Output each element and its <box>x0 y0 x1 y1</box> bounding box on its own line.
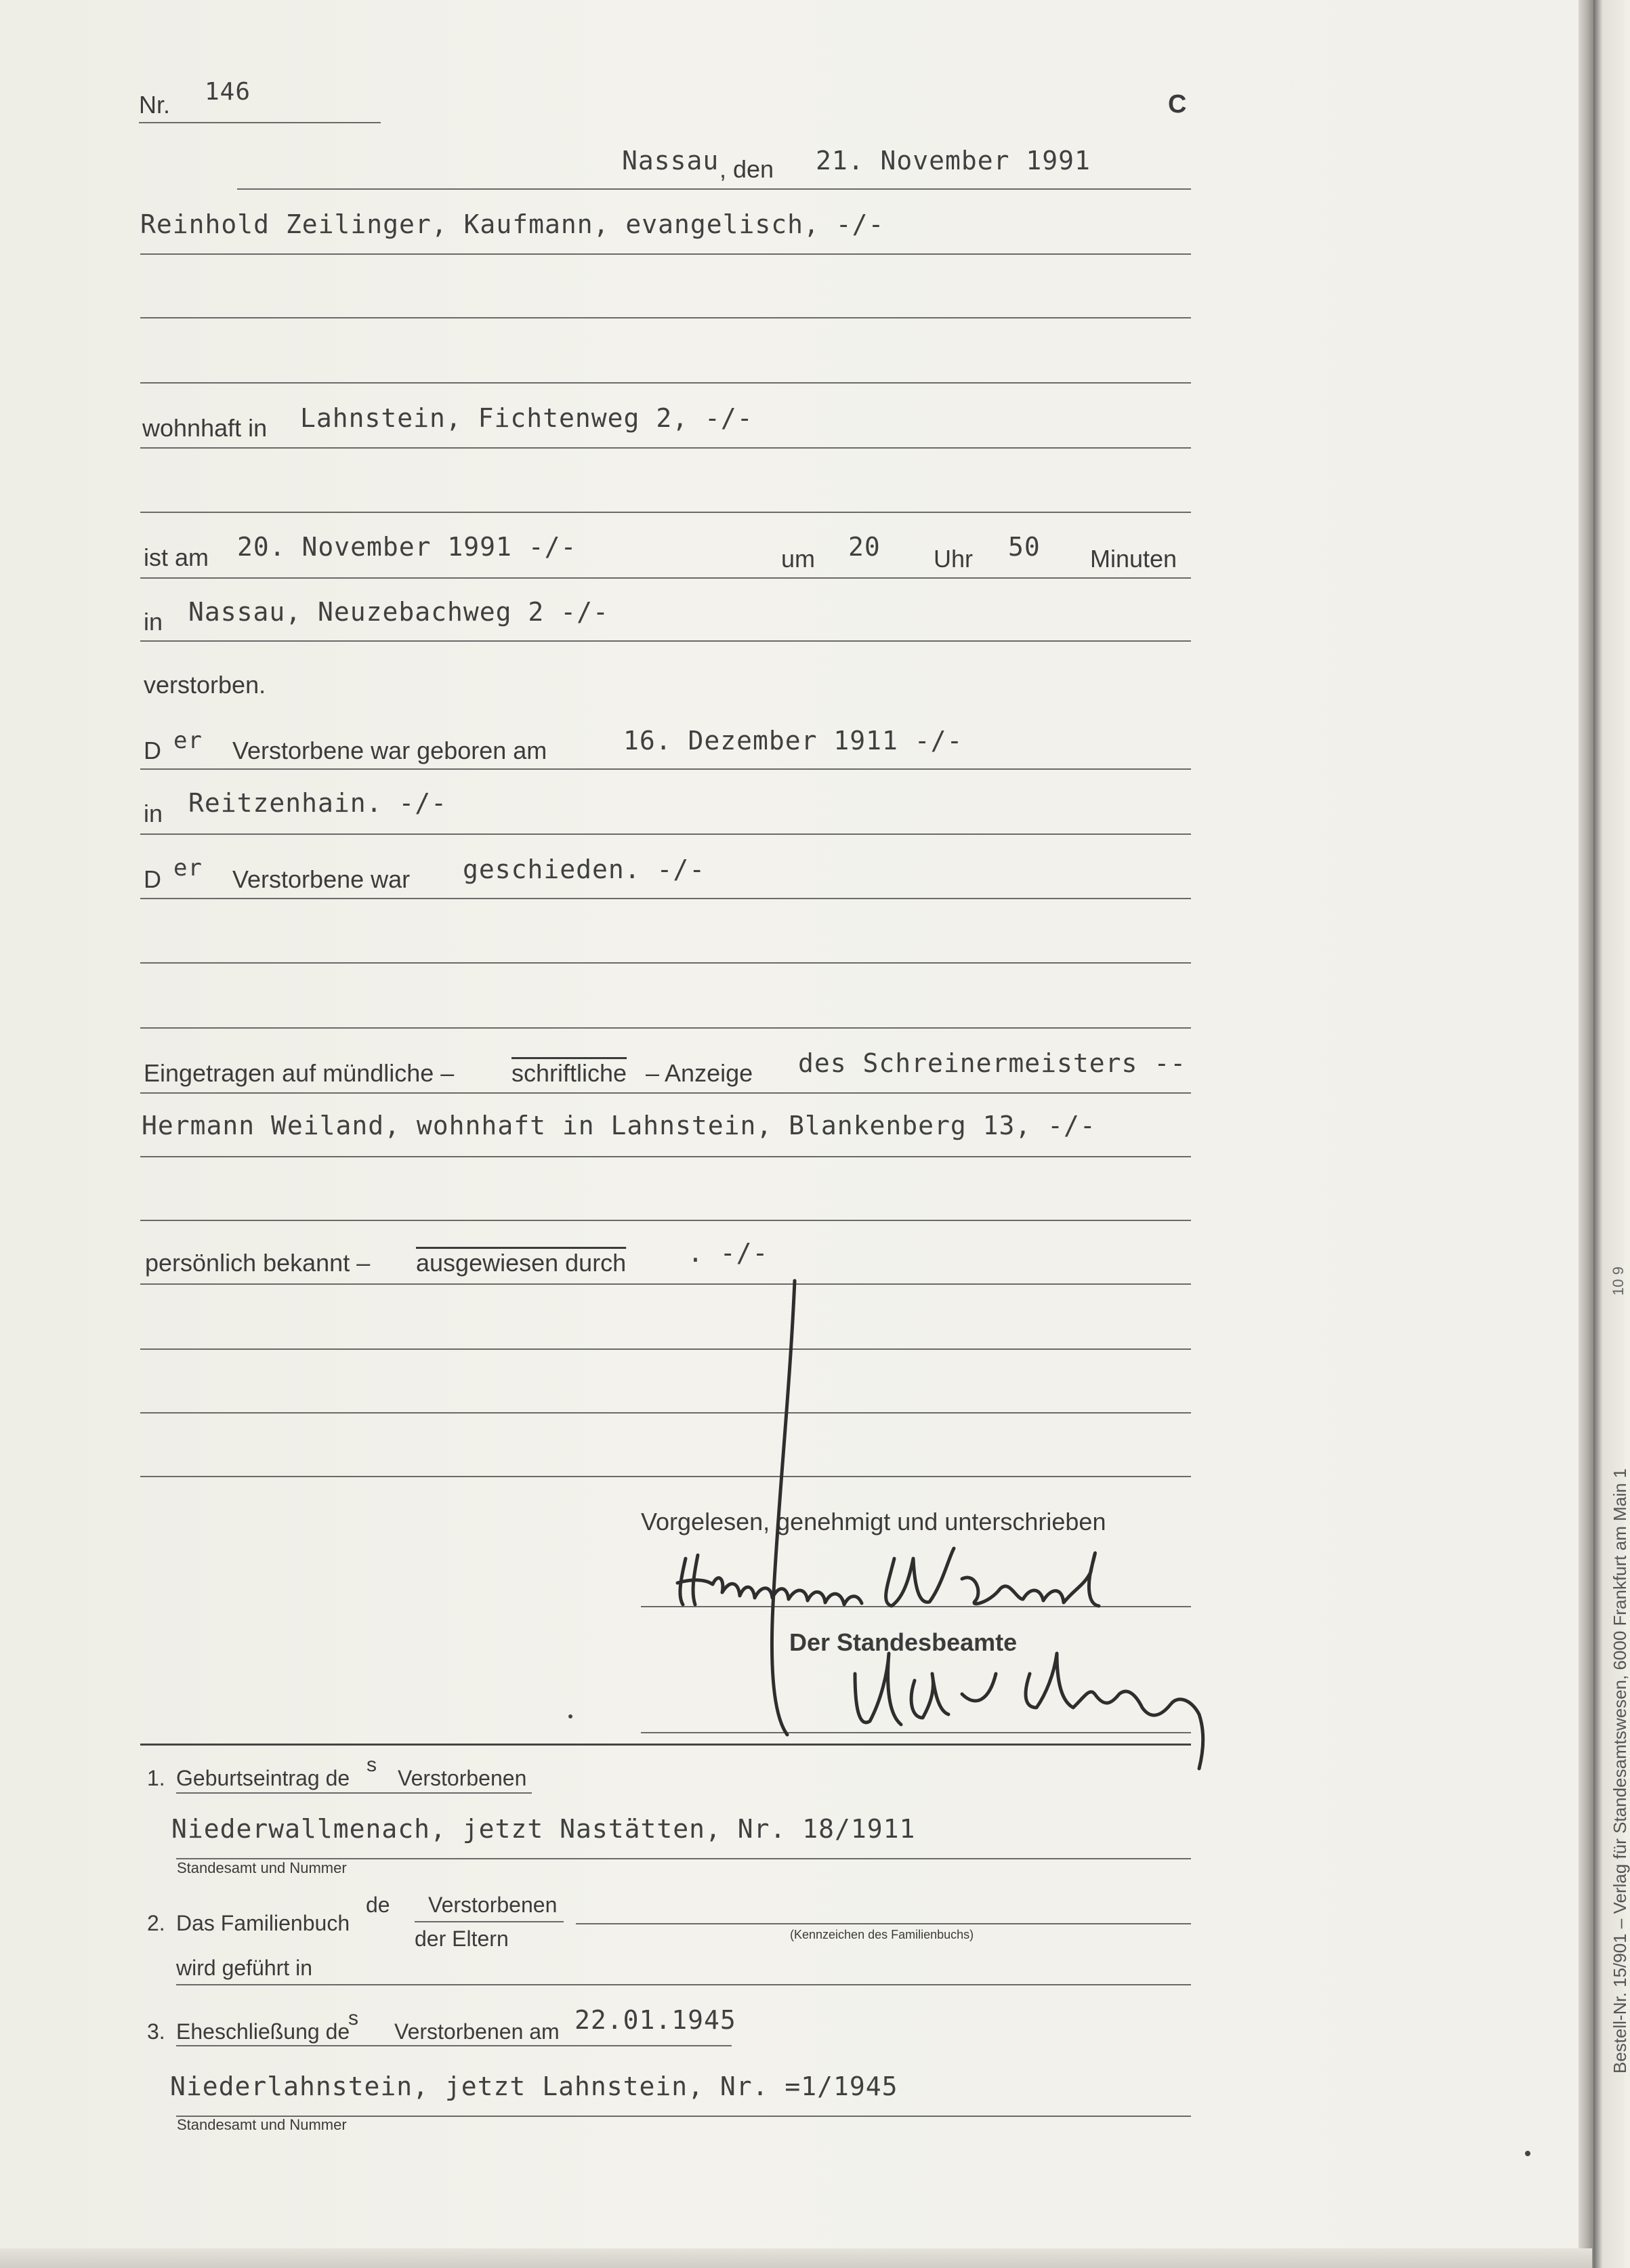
item1-superscript: s <box>367 1754 377 1776</box>
rule-line <box>576 1923 1191 1924</box>
item3-label2: Verstorbenen am <box>394 2019 560 2044</box>
birth-place-value: Reitzenhain. -/- <box>188 788 448 818</box>
informant-signature-last <box>886 1548 1099 1606</box>
item1-label2: Verstorbenen <box>398 1766 527 1790</box>
marital-value: geschieden. -/- <box>463 854 706 884</box>
marital-label: Verstorbene war <box>232 865 411 893</box>
minuten-label: Minuten <box>1090 545 1177 573</box>
item1-value: Niederwallmenach, jetzt Nastätten, Nr. 18/1911 <box>171 1814 916 1844</box>
death-place-value: Nassau, Neuzebachweg 2 -/- <box>188 597 609 627</box>
birth-place-label: in <box>144 800 163 827</box>
rule-line <box>176 1984 1191 1985</box>
identity-label-start: persönlich bekannt – <box>145 1249 371 1277</box>
ink-dot <box>568 1714 572 1718</box>
uhr-label: Uhr <box>934 545 974 573</box>
item3-value: Niederlahnstein, jetzt Lahnstein, Nr. =1/1945 <box>170 2071 898 2101</box>
registration-label-struck: schriftliche <box>511 1059 627 1087</box>
item3-number: 3. <box>147 2019 165 2044</box>
margin-code: 10 9 <box>1610 1266 1627 1296</box>
death-place-label: in <box>144 608 163 636</box>
identity-value: . -/- <box>688 1238 769 1268</box>
ink-dot <box>1525 2151 1530 2156</box>
date-value: 21. November 1991 <box>816 146 1091 176</box>
nr-value: 146 <box>205 78 251 106</box>
verstorben-label: verstorben. <box>144 671 266 699</box>
date-label: , den <box>719 155 774 183</box>
item3-subcaption: Standesamt und Nummer <box>177 2116 347 2133</box>
item2-label: Das Familienbuch <box>176 1911 350 1935</box>
item3-label: Eheschließung de <box>176 2019 350 2044</box>
item3-superscript: s <box>348 2007 358 2029</box>
birth-suffix: er <box>173 727 203 754</box>
birth-date-value: 16. Dezember 1911 -/- <box>623 726 963 756</box>
death-date-label: ist am <box>144 543 209 571</box>
item2-verstorbenen: Verstorbenen <box>428 1893 558 1917</box>
registration-label-end: – Anzeige <box>646 1059 753 1087</box>
item1-subcaption: Standesamt und Nummer <box>177 1859 347 1876</box>
nr-label: Nr. <box>139 91 171 119</box>
residence-value: Lahnstein, Fichtenweg 2, -/- <box>300 403 753 433</box>
item1-number: 1. <box>147 1766 165 1790</box>
birth-label: Verstorbene war geboren am <box>232 737 547 764</box>
registrar-label: Der Standesbeamte <box>789 1628 1018 1656</box>
registration-value-line1: des Schreinermeisters -- <box>798 1048 1187 1078</box>
register-letter: C <box>1168 90 1187 119</box>
rule-line <box>176 2045 732 2046</box>
residence-label: wohnhaft in <box>142 414 268 442</box>
item2-number: 2. <box>147 1911 165 1935</box>
registration-value-line2: Hermann Weiland, wohnhaft in Lahnstein, Blankenberg 13, -/- <box>142 1111 1096 1140</box>
item2-de: de <box>366 1893 390 1917</box>
section-separator <box>140 1744 1191 1746</box>
registration-label-start: Eingetragen auf mündliche – <box>144 1059 455 1087</box>
birth-prefix: D <box>144 737 161 764</box>
death-minutes: 50 <box>1008 532 1041 562</box>
rule-line <box>176 1792 532 1794</box>
signoff-statement: Vorgelesen, genehmigt und unterschrieben <box>641 1508 1106 1535</box>
registrar-signature <box>855 1653 1203 1769</box>
death-date-value: 20. November 1991 -/- <box>237 532 577 562</box>
declarant-text: Reinhold Zeilinger, Kaufmann, evangelisch, -/- <box>140 209 885 239</box>
informant-signature-first <box>677 1555 862 1605</box>
signature-stroke <box>772 1281 795 1735</box>
marital-prefix: D <box>144 865 161 893</box>
rule-line <box>415 1921 564 1922</box>
item2-kennzeichen: (Kennzeichen des Familienbuchs) <box>790 1928 974 1941</box>
um-label: um <box>781 545 816 573</box>
marital-suffix: er <box>173 854 203 882</box>
item2-eltern: der Eltern <box>415 1926 509 1951</box>
item3-date: 22.01.1945 <box>574 2005 736 2035</box>
place-value: Nassau <box>622 146 719 176</box>
margin-publisher: Bestell-Nr. 15/901 – Verlag für Standesamtswesen, 6000 Frankfurt am Main 1 <box>1610 1468 1630 2074</box>
death-hour: 20 <box>848 532 881 562</box>
item1-label: Geburtseintrag de <box>176 1766 350 1790</box>
identity-label-struck: ausgewiesen durch <box>416 1249 627 1277</box>
item2-label2: wird geführt in <box>176 1956 312 1980</box>
